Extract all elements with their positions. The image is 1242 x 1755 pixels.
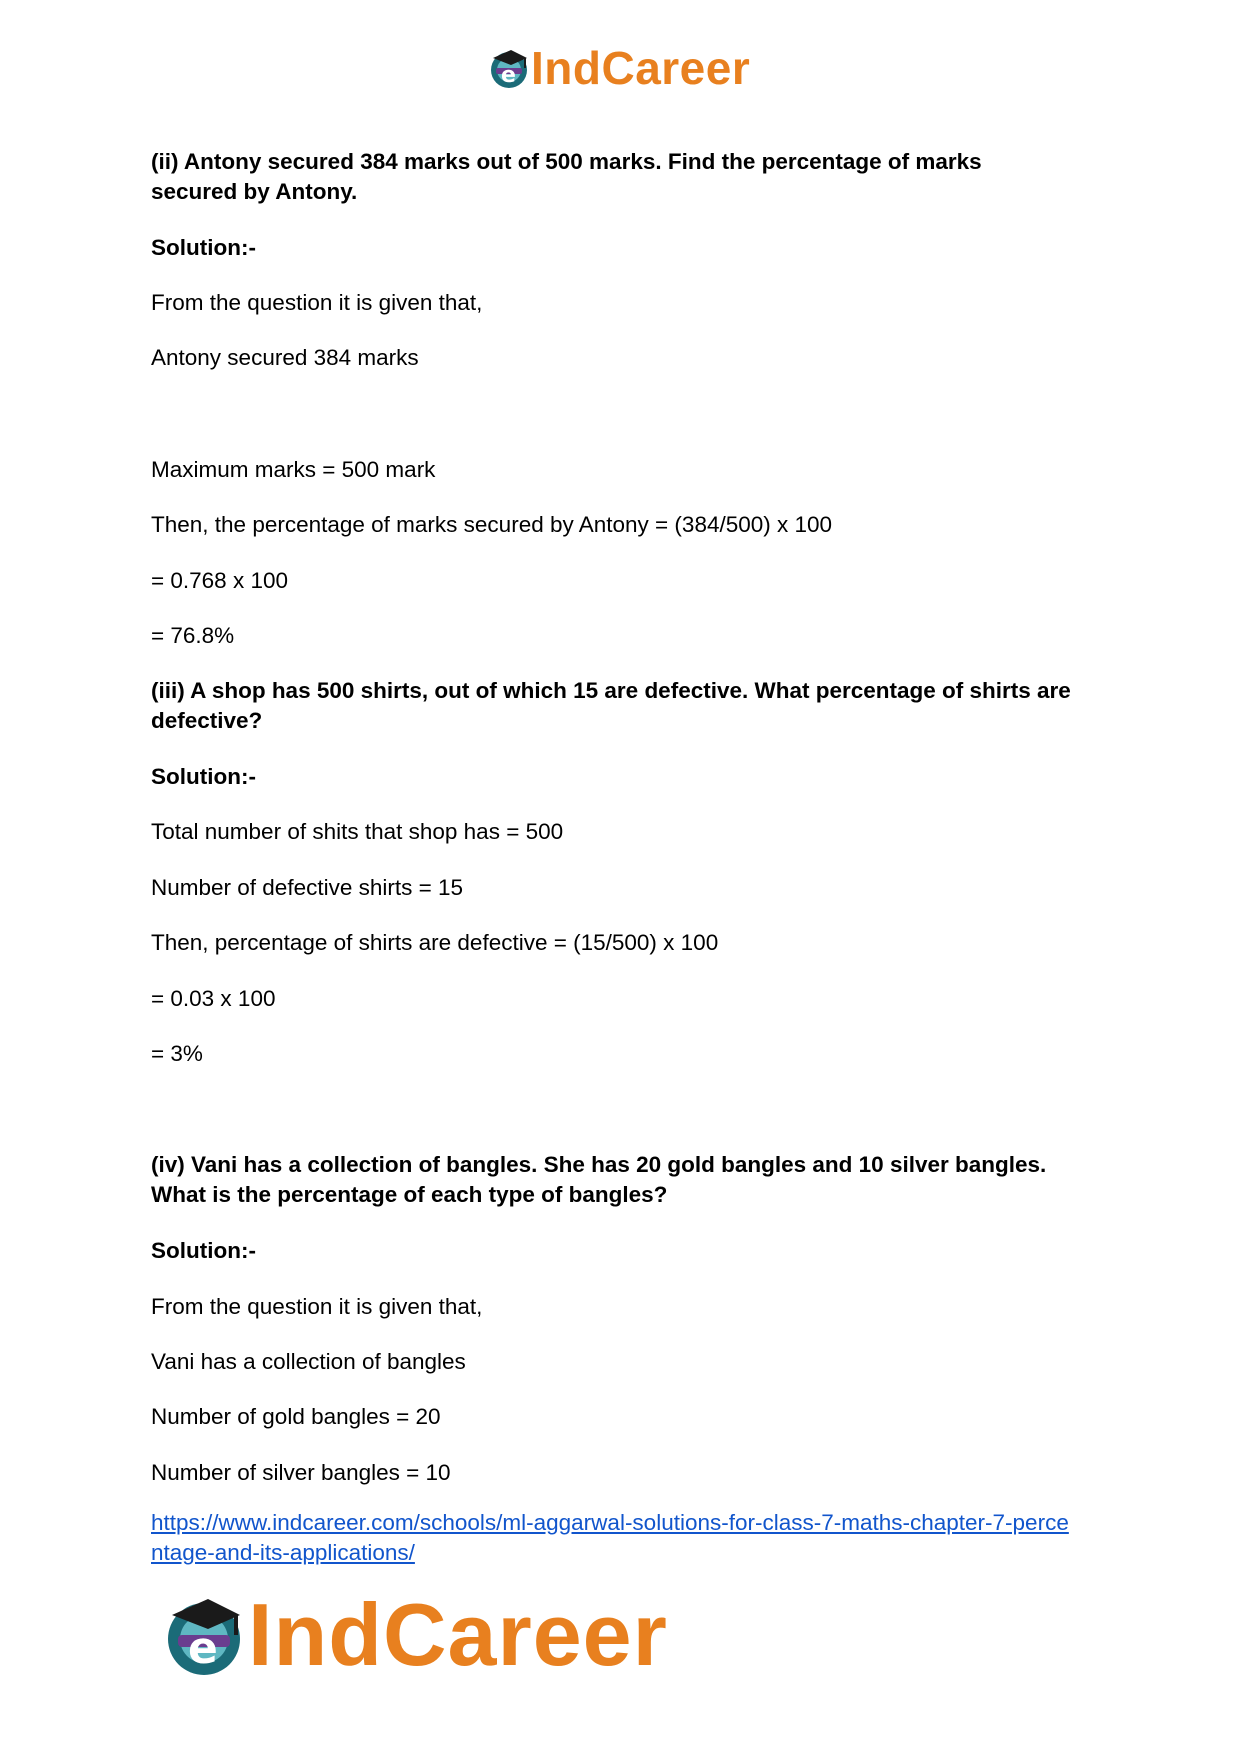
footer-logo <box>160 1585 668 1685</box>
solution-line: = 0.03 x 100 <box>151 986 276 1011</box>
solution-line: Maximum marks = 500 mark <box>151 457 436 482</box>
graduation-globe-icon <box>487 46 531 90</box>
solution-line: Number of defective shirts = 15 <box>151 875 464 900</box>
solution-line: Antony secured 384 marks <box>151 345 419 370</box>
header-logo <box>487 40 750 96</box>
question-3-text-cont: defective? <box>151 708 263 733</box>
question-3-text: (iii) A shop has 500 shirts, out of which 15 are defective. What percentage of shirts are <box>151 678 1071 703</box>
solution-line: From the question it is given that, <box>151 290 483 315</box>
source-link-cont[interactable]: ntage-and-its-applications/ <box>151 1540 415 1565</box>
source-link[interactable]: https://www.indcareer.com/schools/ml-aggarwal-solutions-for-class-7-maths-chapter-7-perce <box>151 1510 1069 1535</box>
solution-line: From the question it is given that, <box>151 1294 483 1319</box>
graduation-globe-icon <box>160 1591 248 1679</box>
solution-line: = 0.768 x 100 <box>151 568 288 593</box>
svg-text:e: e <box>501 63 516 88</box>
solution-heading: Solution:- <box>151 235 256 260</box>
solution-line: Then, the percentage of marks secured by Antony = (384/500) x 100 <box>151 512 833 537</box>
solution-heading: Solution:- <box>151 1238 256 1263</box>
solution-line: Number of gold bangles = 20 <box>151 1404 441 1429</box>
logo-wordmark: IndCareer <box>531 42 751 94</box>
solution-line: Vani has a collection of bangles <box>151 1349 466 1374</box>
solution-line: Then, percentage of shirts are defective = (15/500) x 100 <box>151 930 719 955</box>
solution-line: = 76.8% <box>151 623 235 648</box>
question-4-text: (iv) Vani has a collection of bangles. She has 20 gold bangles and 10 silver bangles. <box>151 1152 1047 1177</box>
question-2-text-cont: secured by Antony. <box>151 179 358 204</box>
svg-text:e: e <box>188 1623 218 1674</box>
logo-wordmark: IndCareer <box>248 1585 668 1684</box>
solution-line: Total number of shits that shop has = 500 <box>151 819 564 844</box>
solution-heading: Solution:- <box>151 764 256 789</box>
solution-line: = 3% <box>151 1041 203 1066</box>
solution-line: Number of silver bangles = 10 <box>151 1460 451 1485</box>
question-4-text-cont: What is the percentage of each type of bangles? <box>151 1182 668 1207</box>
question-2-text: (ii) Antony secured 384 marks out of 500 marks. Find the percentage of marks <box>151 149 982 174</box>
